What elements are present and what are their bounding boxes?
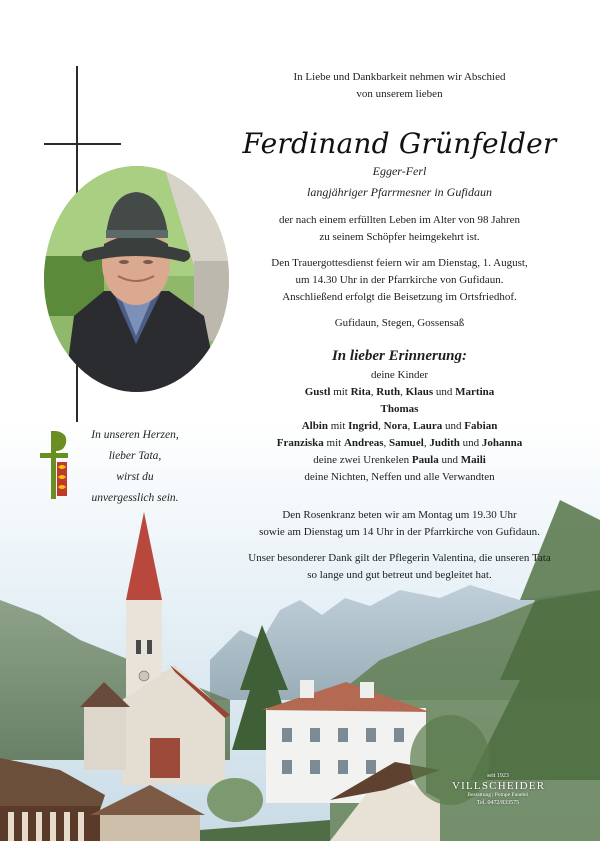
service-line: um 14.30 Uhr in der Pfarrkirche von Gufidaun. <box>295 274 504 286</box>
funeral-home-logo <box>452 773 544 807</box>
portrait-photo <box>44 166 229 392</box>
poem-line: wirst du <box>116 471 154 483</box>
mourner-line: Albin mit Ingrid, Nora, Laura und Fabian <box>301 420 498 432</box>
intro-line: In Liebe und Dankbarkeit nehmen wir Abschied <box>293 71 506 83</box>
poem-text <box>80 425 190 509</box>
poem-line: In unseren Herzen, <box>91 429 179 441</box>
places: Gufidaun, Stegen, Gossensaß <box>334 317 465 329</box>
mourner-line: deine Nichten, Neffen und alle Verwandten <box>304 471 495 483</box>
cross-horizontal-bar <box>44 143 121 145</box>
thanks-line: Unser besonderer Dank gilt der Pflegerin Valentina, die unseren Tata <box>248 552 551 564</box>
mourner-line: Gustl mit Rita, Ruth, Klaus und Martina <box>304 386 495 398</box>
life-line: zu seinem Schöpfer heimgekehrt ist. <box>319 231 480 243</box>
chi-rho-symbol-icon <box>38 427 70 502</box>
logo-subtitle: Bestattung | Pompe Funebri <box>467 792 529 798</box>
intro-line: von unserem lieben <box>356 88 443 100</box>
thanks-line: so lange und gut betreut und begleitet hat. <box>307 569 492 581</box>
mourner-line: Franziska mit Andreas, Samuel, Judith und Johanna <box>276 437 523 449</box>
nickname: Egger-Ferl <box>372 164 427 178</box>
poem-line: unvergesslich sein. <box>91 492 179 504</box>
logo-phone: Tel. 0472/833575 <box>476 800 520 806</box>
service-line: Anschließend erfolgt die Beisetzung im Ortsfriedhof. <box>282 291 517 303</box>
rosary-line: Den Rosenkranz beten wir am Montag um 19.30 Uhr <box>282 509 517 521</box>
memory-heading: In lieber Erinnerung: <box>331 348 468 364</box>
service-line: Den Trauergottesdienst feiern wir am Dienstag, 1. August, <box>271 257 528 269</box>
life-line: der nach einem erfüllten Leben im Alter von 98 Jahren <box>279 214 520 226</box>
mourner-line: Thomas <box>380 403 419 415</box>
deceased-name: Ferdinand Grünfelder <box>242 127 557 160</box>
role: langjähriger Pfarrmesner in Gufidaun <box>307 185 492 199</box>
logo-brand: VILLSCHEIDER <box>452 780 546 792</box>
logo-since: seit 1923 <box>487 773 509 779</box>
mourner-line: deine zwei Urenkelen Paula und Maili <box>313 454 486 466</box>
mourner-line: deine Kinder <box>370 369 429 381</box>
obituary-text <box>237 69 562 584</box>
poem-line: lieber Tata, <box>108 450 162 462</box>
rosary-line: sowie am Dienstag um 14 Uhr in der Pfarrkirche von Gufidaun. <box>259 526 540 538</box>
